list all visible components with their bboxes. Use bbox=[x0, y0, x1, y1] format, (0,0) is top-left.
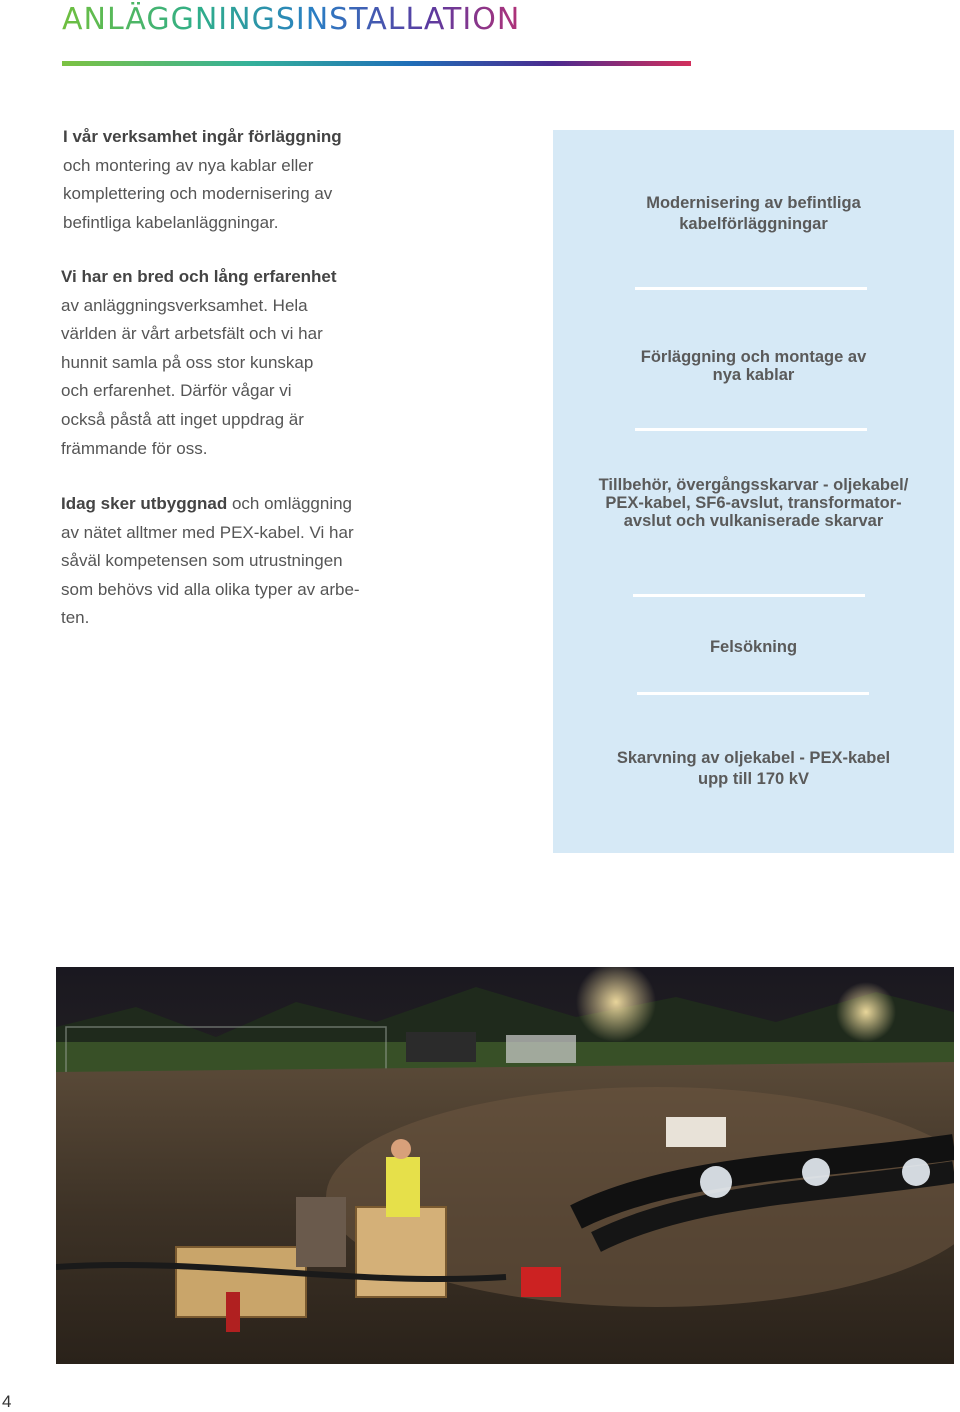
experience-line: också påstå att inget uppdrag är bbox=[61, 409, 304, 429]
service-item-tillbehor bbox=[553, 476, 954, 530]
expansion-line: såväl kompetensen som utrustningen bbox=[61, 551, 343, 571]
experience-line: främmande för oss. bbox=[61, 438, 208, 458]
experience-line: hunnit samla på oss stor kunskap bbox=[61, 352, 314, 372]
worksite-night-photo bbox=[56, 967, 954, 1364]
service-line: Förläggning och montage av bbox=[640, 348, 867, 366]
panel-divider bbox=[635, 428, 867, 431]
service-item-forlaggning bbox=[553, 348, 954, 384]
service-line: PEX-kabel, SF6-avslut, transformator- bbox=[605, 494, 902, 512]
expansion-line: och omläggning bbox=[227, 494, 353, 513]
services-panel bbox=[553, 130, 954, 853]
service-item-modernisering bbox=[553, 193, 954, 235]
intro-line: och montering av nya kablar eller bbox=[63, 155, 314, 175]
experience-paragraph bbox=[61, 263, 381, 463]
expansion-bold: Idag sker utbyggnad bbox=[61, 494, 228, 513]
service-item-felsokning bbox=[553, 638, 954, 656]
service-line: upp till 170 kV bbox=[698, 770, 809, 788]
experience-line: och erfarenhet. Därför vågar vi bbox=[61, 381, 292, 401]
service-item-skarvning bbox=[553, 748, 954, 790]
experience-line: världen är vårt arbetsfält och vi har bbox=[61, 324, 323, 344]
intro-line: befintliga kabelanläggningar. bbox=[63, 212, 279, 232]
service-line: avslut och vulkaniserade skarvar bbox=[623, 512, 884, 530]
expansion-line: ten. bbox=[61, 608, 90, 628]
expansion-line: av nätet alltmer med PEX-kabel. Vi har bbox=[61, 522, 354, 542]
expansion-line: som behövs vid alla olika typer av arbe- bbox=[61, 579, 360, 599]
service-line: Modernisering av befintliga bbox=[646, 194, 861, 212]
intro-line: komplettering och modernisering av bbox=[63, 184, 333, 204]
panel-divider bbox=[637, 692, 869, 695]
experience-line: av anläggningsverksamhet. Hela bbox=[61, 295, 308, 315]
expansion-paragraph bbox=[61, 490, 381, 633]
service-line: nya kablar bbox=[712, 366, 795, 384]
service-line: kabelförläggningar bbox=[679, 215, 828, 233]
intro-bold: I vår verksamhet ingår förläggning bbox=[63, 127, 342, 146]
page-title: ANLÄGGNINGSINSTALLATION bbox=[62, 2, 521, 37]
experience-bold: Vi har en bred och lång erfarenhet bbox=[61, 267, 337, 286]
panel-divider bbox=[633, 594, 865, 597]
page-number: 4 bbox=[2, 1392, 12, 1411]
service-line: Tillbehör, övergångsskarvar - oljekabel/ bbox=[598, 476, 909, 494]
service-line: Skarvning av oljekabel - PEX-kabel bbox=[616, 749, 891, 767]
service-line: Felsökning bbox=[709, 638, 798, 656]
intro-paragraph bbox=[63, 123, 383, 237]
title-gradient-bar bbox=[62, 61, 691, 66]
panel-divider bbox=[635, 287, 867, 290]
